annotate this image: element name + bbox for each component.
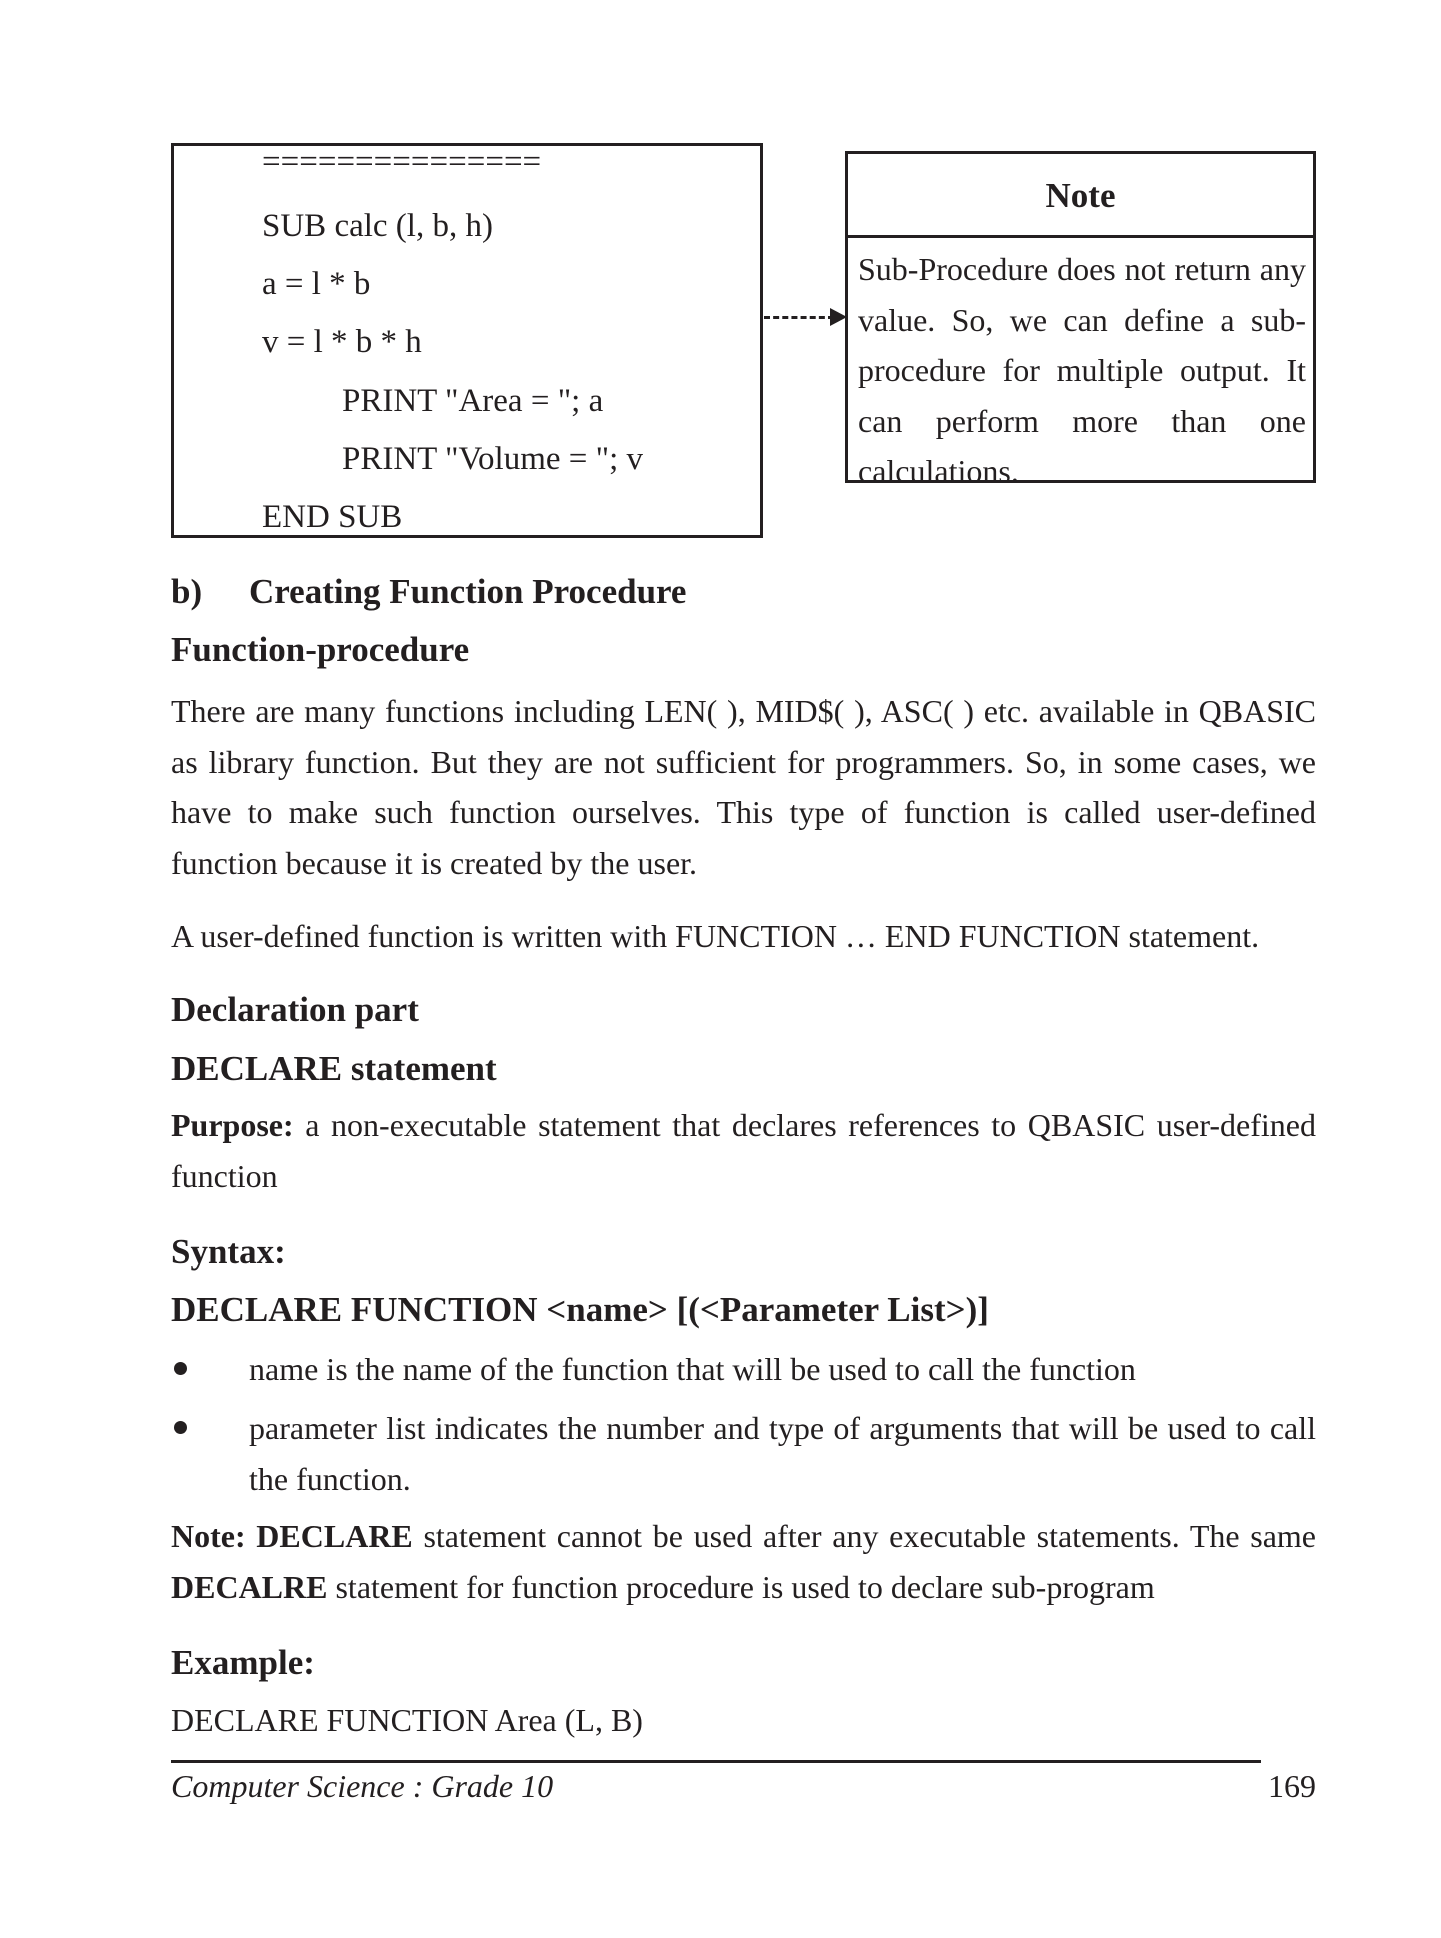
code-line-print-area: PRINT "Area = "; a (342, 383, 604, 419)
code-line-sub: SUB calc (l, b, h) (262, 208, 493, 244)
code-box (171, 143, 763, 538)
syntax-heading: Syntax: (171, 1232, 286, 1271)
bullet-item-parameter-list: parameter list indicates the number and type of arguments that will be used to call the function. (249, 1410, 1316, 1497)
footer-book-title: Computer Science : Grade 10 (171, 1768, 554, 1804)
footer-rule (171, 1760, 1261, 1763)
code-line-print-volume: PRINT "Volume = "; v (342, 441, 644, 477)
note-keyword-decalre: DECALRE (171, 1568, 328, 1605)
bullet-dot-icon (174, 1362, 187, 1375)
function-procedure-heading: Function-procedure (171, 630, 470, 669)
example-code: DECLARE FUNCTION Area (L, B) (171, 1702, 643, 1738)
function-procedure-paragraph: There are many functions including LEN( ), MID$( ), ASC( ) etc. available in QBASIC as library function. But they are not sufficient for programmers. So, in some cases, we have to make such function ourselves. This type of function is called user-defined function because it is created by the user. (171, 693, 1316, 881)
function-statement-text: A user-defined function is written with FUNCTION … END FUNCTION statement. (171, 918, 1260, 954)
purpose-paragraph (171, 1100, 1316, 1201)
note-box-text: Sub-Procedure does not return any value. So, we can define a sub-procedure for multiple output. It can perform more than one calculations. (858, 251, 1306, 489)
code-line-volume: v = l * b * h (262, 324, 422, 360)
note-label: Note: (171, 1518, 246, 1554)
note-paragraph (171, 1511, 1316, 1612)
purpose-text: a non-executable statement that declares references to QBASIC user-defined function (171, 1107, 1316, 1194)
syntax-statement: DECLARE FUNCTION <name> [(<Parameter List>)] (171, 1290, 989, 1329)
code-separator: =============== (262, 144, 542, 180)
declaration-heading: Declaration part (171, 990, 419, 1029)
note-text-part2: statement for function procedure is used to declare sub-program (327, 1568, 1155, 1605)
declare-statement-heading: DECLARE statement (171, 1049, 497, 1088)
code-line-area: a = l * b (262, 266, 371, 302)
example-heading: Example: (171, 1643, 315, 1682)
purpose-label: Purpose: (171, 1107, 294, 1143)
code-line-end-sub: END SUB (262, 499, 403, 535)
page-number: 169 (1268, 1768, 1316, 1804)
section-title: Creating Function Procedure (249, 572, 687, 611)
note-box-title: Note (848, 154, 1313, 238)
note-keyword-declare: DECLARE (245, 1518, 413, 1554)
note-text-part1: statement cannot be used after any executable statements. The same (412, 1518, 1317, 1554)
dashed-arrow-line (764, 316, 834, 319)
note-box (845, 151, 1316, 489)
bullet-item-name: name is the name of the function that will be used to call the function (249, 1351, 1136, 1387)
section-marker: b) (171, 572, 203, 611)
bullet-dot-icon (174, 1421, 187, 1434)
